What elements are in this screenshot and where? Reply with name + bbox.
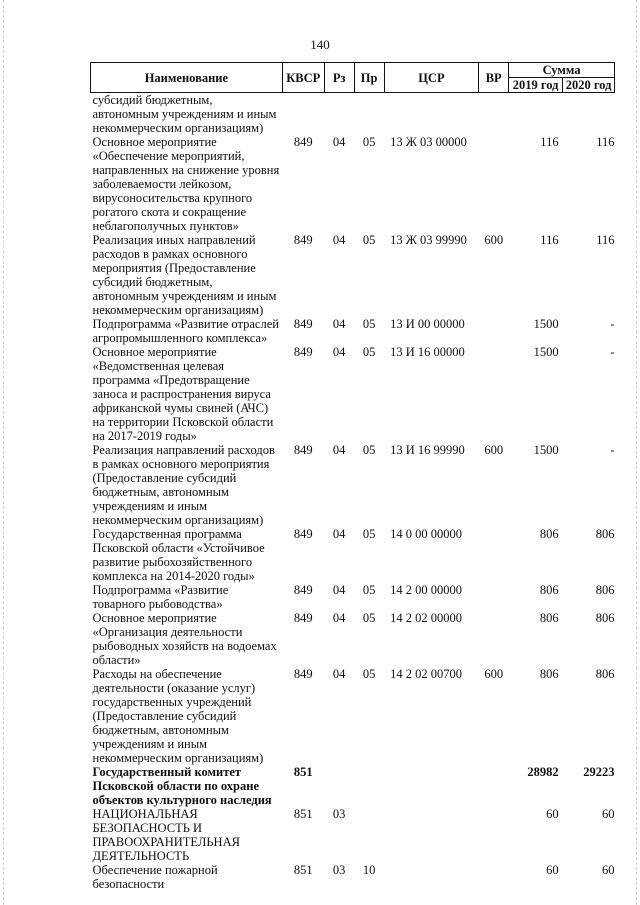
table-row xyxy=(91,233,615,317)
row-name-line: рыбоводных хозяйств на водоемах xyxy=(92,639,277,653)
row-vr: 600 xyxy=(484,443,504,457)
row-name xyxy=(91,807,283,863)
row-kvsr xyxy=(282,93,324,136)
row-rz: 03 xyxy=(332,807,346,821)
row-vr: 600 xyxy=(484,667,504,681)
row-csr: 14 0 00 00000 xyxy=(390,527,462,541)
row-name-line: программа «Предотвращение xyxy=(92,373,250,387)
row-name-line: учреждениям и иным xyxy=(92,499,208,513)
row-sum-2019: 116 xyxy=(540,135,559,149)
row-sum-2020: 806 xyxy=(595,527,615,541)
row-name-line: бюджетным, автономным xyxy=(92,485,229,499)
row-name-line: государственных учреждений xyxy=(92,695,252,709)
row-name-line: Основное мероприятие xyxy=(92,611,217,625)
row-pr: 05 xyxy=(362,443,376,457)
row-sum-2020: 29223 xyxy=(583,765,615,779)
row-pr: 05 xyxy=(362,611,376,625)
row-name-line: Основное мероприятие xyxy=(92,135,217,149)
row-csr: 13 И 16 00000 xyxy=(390,345,465,359)
row-name-line: на 2017-2019 годы» xyxy=(92,429,197,443)
table-row xyxy=(91,611,615,667)
row-csr xyxy=(384,807,479,863)
row-csr: 14 2 02 00700 xyxy=(390,667,462,681)
row-name xyxy=(91,611,283,667)
row-rz: 04 xyxy=(332,611,346,625)
row-sum-2020: 806 xyxy=(595,667,615,681)
header-name: Наименование xyxy=(91,63,283,93)
row-sum-2019 xyxy=(509,93,563,136)
row-name-line: субсидий бюджетным, xyxy=(92,275,213,289)
header-kvsr: КВСР xyxy=(282,63,324,93)
table-row xyxy=(91,345,615,443)
row-name-line: безопасности xyxy=(92,877,165,891)
row-vr xyxy=(479,317,509,345)
page-edge-left xyxy=(3,0,4,905)
row-name-line: Псковской области по охране xyxy=(92,779,259,793)
table-body xyxy=(91,93,615,892)
row-name-line: мероприятия (Предоставление xyxy=(92,261,256,275)
row-sum-2019: 806 xyxy=(539,583,559,597)
row-name xyxy=(91,765,283,807)
row-sum-2020 xyxy=(563,93,615,136)
row-name-line: Подпрограмма «Развитие отраслей xyxy=(92,317,279,331)
row-sum-2019: 60 xyxy=(546,807,559,821)
row-name-line: Реализация иных направлений xyxy=(92,233,256,247)
row-name xyxy=(91,527,283,583)
row-rz: 04 xyxy=(332,317,346,331)
row-pr: 05 xyxy=(362,317,376,331)
row-sum-2019: 806 xyxy=(539,527,559,541)
row-vr xyxy=(479,345,509,443)
page-edge-right xyxy=(636,0,637,905)
row-rz: 04 xyxy=(332,443,346,457)
row-name-line: некоммерческим организациям) xyxy=(92,513,264,527)
row-sum-2020: 116 xyxy=(596,233,615,247)
row-csr: 13 Ж 03 99990 xyxy=(390,233,467,247)
row-rz: 03 xyxy=(332,863,346,877)
budget-table xyxy=(90,62,615,891)
row-kvsr: 849 xyxy=(293,443,313,457)
row-vr xyxy=(479,611,509,667)
row-sum-2019: 116 xyxy=(540,233,559,247)
table-row xyxy=(91,527,615,583)
row-sum-2019: 806 xyxy=(539,667,559,681)
table-row xyxy=(91,317,615,345)
header-rz: Рз xyxy=(324,63,354,93)
row-kvsr: 851 xyxy=(293,863,313,877)
row-rz: 04 xyxy=(332,345,346,359)
row-kvsr: 851 xyxy=(293,807,313,821)
header-pr: Пр xyxy=(354,63,384,93)
row-name-line: агропромышленного комплекса» xyxy=(92,331,268,345)
table-header xyxy=(91,63,615,93)
row-pr: 05 xyxy=(362,135,376,149)
row-sum-2020: - xyxy=(610,443,615,457)
row-sum-2020: 806 xyxy=(595,583,615,597)
row-pr xyxy=(354,765,384,807)
row-csr xyxy=(384,863,479,891)
row-sum-2019: 60 xyxy=(546,863,559,877)
row-name-line: расходов в рамках основного xyxy=(92,247,248,261)
header-year-2020: 2020 год xyxy=(563,78,615,93)
row-name xyxy=(91,667,283,765)
row-name-line: НАЦИОНАЛЬНАЯ xyxy=(92,807,198,821)
row-name-line: субсидий бюджетным, xyxy=(92,93,213,107)
row-name-line: автономным учреждениям и иным xyxy=(92,107,277,121)
row-name-line: заноса и распространения вируса xyxy=(92,387,271,401)
row-pr: 05 xyxy=(362,345,376,359)
row-csr: 14 2 00 00000 xyxy=(390,583,462,597)
row-sum-2019: 1500 xyxy=(533,443,559,457)
header-sum: Сумма xyxy=(509,63,615,78)
row-vr xyxy=(479,583,509,611)
row-pr: 05 xyxy=(362,233,376,247)
row-csr: 13 И 00 00000 xyxy=(390,317,465,331)
row-vr xyxy=(479,765,509,807)
row-vr xyxy=(479,527,509,583)
table-row xyxy=(91,583,615,611)
row-sum-2020: 116 xyxy=(596,135,615,149)
row-kvsr: 849 xyxy=(293,527,313,541)
row-sum-2020: - xyxy=(610,317,615,331)
table-row xyxy=(91,863,615,891)
row-name-line: заболеваемости лейкозом, xyxy=(92,177,232,191)
row-name-line: области» xyxy=(92,653,141,667)
row-name-line: учреждениям и иным xyxy=(92,737,208,751)
row-csr xyxy=(384,765,479,807)
row-name xyxy=(91,317,283,345)
row-name xyxy=(91,135,283,233)
row-vr: 600 xyxy=(484,233,504,247)
row-kvsr: 849 xyxy=(293,611,313,625)
row-pr xyxy=(354,807,384,863)
table-row xyxy=(91,135,615,233)
row-name-line: африканской чумы свиней (АЧС) xyxy=(92,401,269,415)
row-sum-2019: 1500 xyxy=(533,345,559,359)
row-name-line: (Предоставление субсидий xyxy=(92,709,237,723)
row-rz xyxy=(324,93,354,136)
row-name-line: деятельности (оказание услуг) xyxy=(92,681,256,695)
row-pr: 05 xyxy=(362,527,376,541)
table-row xyxy=(91,443,615,527)
row-kvsr: 849 xyxy=(293,667,313,681)
row-name-line: «Организация деятельности xyxy=(92,625,243,639)
page-number: 140 xyxy=(310,37,330,52)
row-name-line: Государственная программа xyxy=(92,527,242,541)
row-kvsr: 849 xyxy=(293,583,313,597)
row-csr: 13 Ж 03 00000 xyxy=(390,135,467,149)
row-sum-2019: 28982 xyxy=(527,765,559,779)
table-row xyxy=(91,93,615,136)
row-name-line: ДЕЯТЕЛЬНОСТЬ xyxy=(92,849,190,863)
row-sum-2020: 60 xyxy=(602,863,615,877)
row-name-line: бюджетным, автономным xyxy=(92,723,229,737)
row-name-line: Расходы на обеспечение xyxy=(92,667,222,681)
row-name-line: «Обеспечение мероприятий, xyxy=(92,149,245,163)
row-kvsr: 849 xyxy=(293,135,313,149)
row-csr: 14 2 02 00000 xyxy=(390,611,462,625)
header-csr: ЦСР xyxy=(384,63,479,93)
row-vr xyxy=(479,807,509,863)
row-name-line: на территории Псковской области xyxy=(92,415,274,429)
row-rz xyxy=(324,765,354,807)
row-kvsr: 849 xyxy=(293,317,313,331)
row-name-line: Подпрограмма «Развитие xyxy=(92,583,229,597)
row-name-line: ПРАВООХРАНИТЕЛЬНАЯ xyxy=(92,835,240,849)
row-name-line: Основное мероприятие xyxy=(92,345,217,359)
table-row xyxy=(91,667,615,765)
row-vr xyxy=(479,93,509,136)
row-sum-2020: 806 xyxy=(595,611,615,625)
row-pr: 05 xyxy=(362,667,376,681)
row-name-line: товарного рыбоводства» xyxy=(92,597,223,611)
table-row xyxy=(91,807,615,863)
row-name xyxy=(91,863,283,891)
row-sum-2019: 1500 xyxy=(533,317,559,331)
row-name-line: БЕЗОПАСНОСТЬ И xyxy=(92,821,203,835)
row-name-line: некоммерческим организациям) xyxy=(92,121,264,135)
row-name-line: «Ведомственная целевая xyxy=(92,359,225,373)
table-row xyxy=(91,765,615,807)
row-vr xyxy=(479,135,509,233)
row-name xyxy=(91,443,283,527)
row-sum-2020: 60 xyxy=(602,807,615,821)
row-name-line: Обеспечение пожарной xyxy=(92,863,218,877)
row-name xyxy=(91,345,283,443)
row-name-line: некоммерческим организациям) xyxy=(92,303,264,317)
row-name-line: (Предоставление субсидий xyxy=(92,471,237,485)
row-name-line: направленных на снижение уровня xyxy=(92,163,280,177)
header-vr: ВР xyxy=(479,63,509,93)
row-csr xyxy=(384,93,479,136)
row-vr xyxy=(479,863,509,891)
header-year-2019: 2019 год xyxy=(509,78,563,93)
row-name-line: Псковской области «Устойчивое xyxy=(92,541,265,555)
row-name-line: объектов культурного наследия xyxy=(92,793,272,807)
row-rz: 04 xyxy=(332,135,346,149)
row-name-line: неблагополучных пунктов» xyxy=(92,219,239,233)
row-name-line: развитие рыбохозяйственного xyxy=(92,555,253,569)
row-sum-2020: - xyxy=(610,345,615,359)
row-name-line: рогатого скота и сокращение xyxy=(92,205,247,219)
row-rz: 04 xyxy=(332,233,346,247)
row-name-line: автономным учреждениям и иным xyxy=(92,289,277,303)
row-name-line: Государственный комитет xyxy=(92,765,242,779)
row-kvsr: 851 xyxy=(293,765,313,779)
row-kvsr: 849 xyxy=(293,345,313,359)
row-name xyxy=(91,583,283,611)
row-name-line: в рамках основного мероприятия xyxy=(92,457,270,471)
row-rz: 04 xyxy=(332,583,346,597)
row-pr: 05 xyxy=(362,583,376,597)
row-name-line: комплекса на 2014-2020 годы» xyxy=(92,569,255,583)
row-name xyxy=(91,93,283,136)
row-sum-2019: 806 xyxy=(539,611,559,625)
row-name-line: Реализация направлений расходов xyxy=(92,443,275,457)
row-name-line: вирусоносительства крупного xyxy=(92,191,253,205)
row-name-line: некоммерческим организациям) xyxy=(92,751,264,765)
row-kvsr: 849 xyxy=(293,233,313,247)
row-pr: 10 xyxy=(362,863,376,877)
row-rz: 04 xyxy=(332,527,346,541)
row-csr: 13 И 16 99990 xyxy=(390,443,465,457)
row-name xyxy=(91,233,283,317)
row-pr xyxy=(354,93,384,136)
row-rz: 04 xyxy=(332,667,346,681)
